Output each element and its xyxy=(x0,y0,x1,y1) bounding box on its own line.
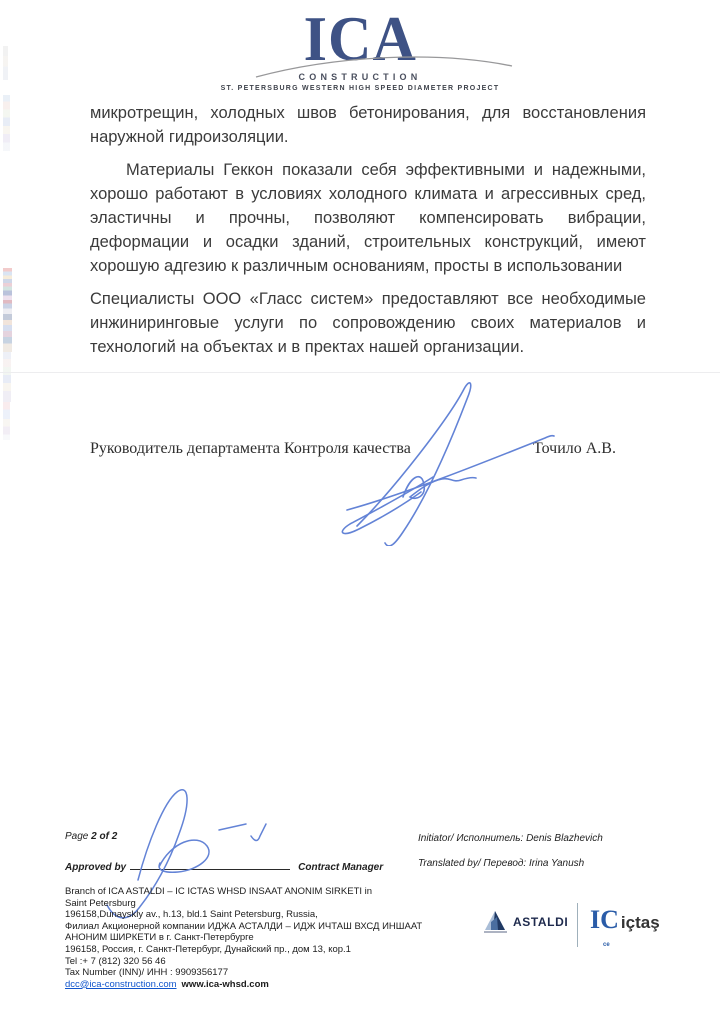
company-line: Saint Petersburg xyxy=(65,897,136,909)
astaldi-logo xyxy=(482,908,568,935)
approved-by-label: Approved by xyxy=(65,862,127,873)
ictas-logo xyxy=(590,905,660,948)
translated-by-label: Translated by/ Перевод: xyxy=(418,858,527,869)
ica-logo-text: ICA xyxy=(303,3,417,74)
translator-name: Irina Yanush xyxy=(528,858,585,869)
company-line: Tel :+ 7 (812) 320 56 46 xyxy=(65,955,166,967)
paragraph-1: микротрещин, холодных швов бетонирования, для восстановления наружной гидроизоляции. xyxy=(90,104,646,146)
company-logo xyxy=(0,3,720,92)
paragraph-2: Материалы Геккон показали себя эффективными и надежными, хорошо работают в условиях холодного климата и агрессивных сред, эластичны и прочны, позволяют компенсировать вибрации, деформации и осадки зданий, строительных конструкций, имеют хорошую адгезию к различным основаниям, просты в использовании xyxy=(90,161,646,275)
logo-arc-swoosh xyxy=(253,50,515,84)
initiator-name: Denis Blazhevich xyxy=(526,833,603,844)
page-number: 2 of 2 xyxy=(91,831,118,842)
company-details xyxy=(65,886,422,990)
logo-construction-label: CONSTRUCTION xyxy=(298,72,422,82)
scan-artifact-strip xyxy=(3,268,12,352)
scan-artifact-strip xyxy=(3,352,11,402)
page-label: Page xyxy=(65,831,89,842)
logo-divider xyxy=(577,903,578,947)
email-link[interactable]: dcc@ica-construction.com xyxy=(65,978,177,990)
astaldi-triangle-icon xyxy=(482,908,508,935)
signoff-name: Точило А.В. xyxy=(533,440,616,457)
approver-role: Contract Manager xyxy=(298,862,384,873)
translator-line xyxy=(418,858,584,869)
initiator-line xyxy=(418,833,603,844)
scan-artifact-strip xyxy=(3,402,10,440)
company-line: 196158,Dunayskly av., h.13, bld.1 Saint Petersburg, Russia, xyxy=(65,909,318,921)
scan-artifact-strip xyxy=(3,95,10,151)
ictas-wordmark: içtaş xyxy=(620,913,660,932)
signature-ink xyxy=(333,376,557,546)
astaldi-wordmark: ASTALDI xyxy=(513,914,569,929)
company-line: Tax Number (INN)/ ИНН : 9909356177 xyxy=(65,967,229,979)
company-line: Branch of ICA ASTALDI – IC ICTAS WHSD INSAAT ANONIM SIRKETI in xyxy=(65,886,373,897)
ic-ce-mark: ce xyxy=(603,942,610,948)
paragraph-3: Специалисты ООО «Гласс систем» предоставляют все необходимые инжиниринговые услуги по сопровождению своих материалов и технологий на объектах и в пректах нашей организации. xyxy=(90,290,646,356)
ic-monogram: IC ce xyxy=(590,907,619,933)
signoff-title: Руководитель департамента Контроля качества xyxy=(90,440,411,457)
letter-body xyxy=(90,101,646,368)
company-line: Филиал Акционерной компании ИДЖА АСТАЛДИ – ИДЖ ИЧТАШ ВХСД ИНШААТ xyxy=(65,920,423,932)
company-line: АНОНИМ ШИРКЕТИ в г. Санкт-Петербурге xyxy=(65,932,254,944)
initiator-label: Initiator/ Исполнитель: xyxy=(418,833,524,844)
scan-fold-line xyxy=(0,372,720,373)
company-line: 196158, Россия, г. Санкт-Петербург, Дунайский пр., дом 13, кор.1 xyxy=(65,943,351,955)
logo-project-tagline: ST. PETERSBURG WESTERN HIGH SPEED DIAMETER PROJECT xyxy=(220,85,500,92)
website-url: www.ica-whsd.com xyxy=(181,978,269,990)
company-contacts xyxy=(65,979,422,991)
